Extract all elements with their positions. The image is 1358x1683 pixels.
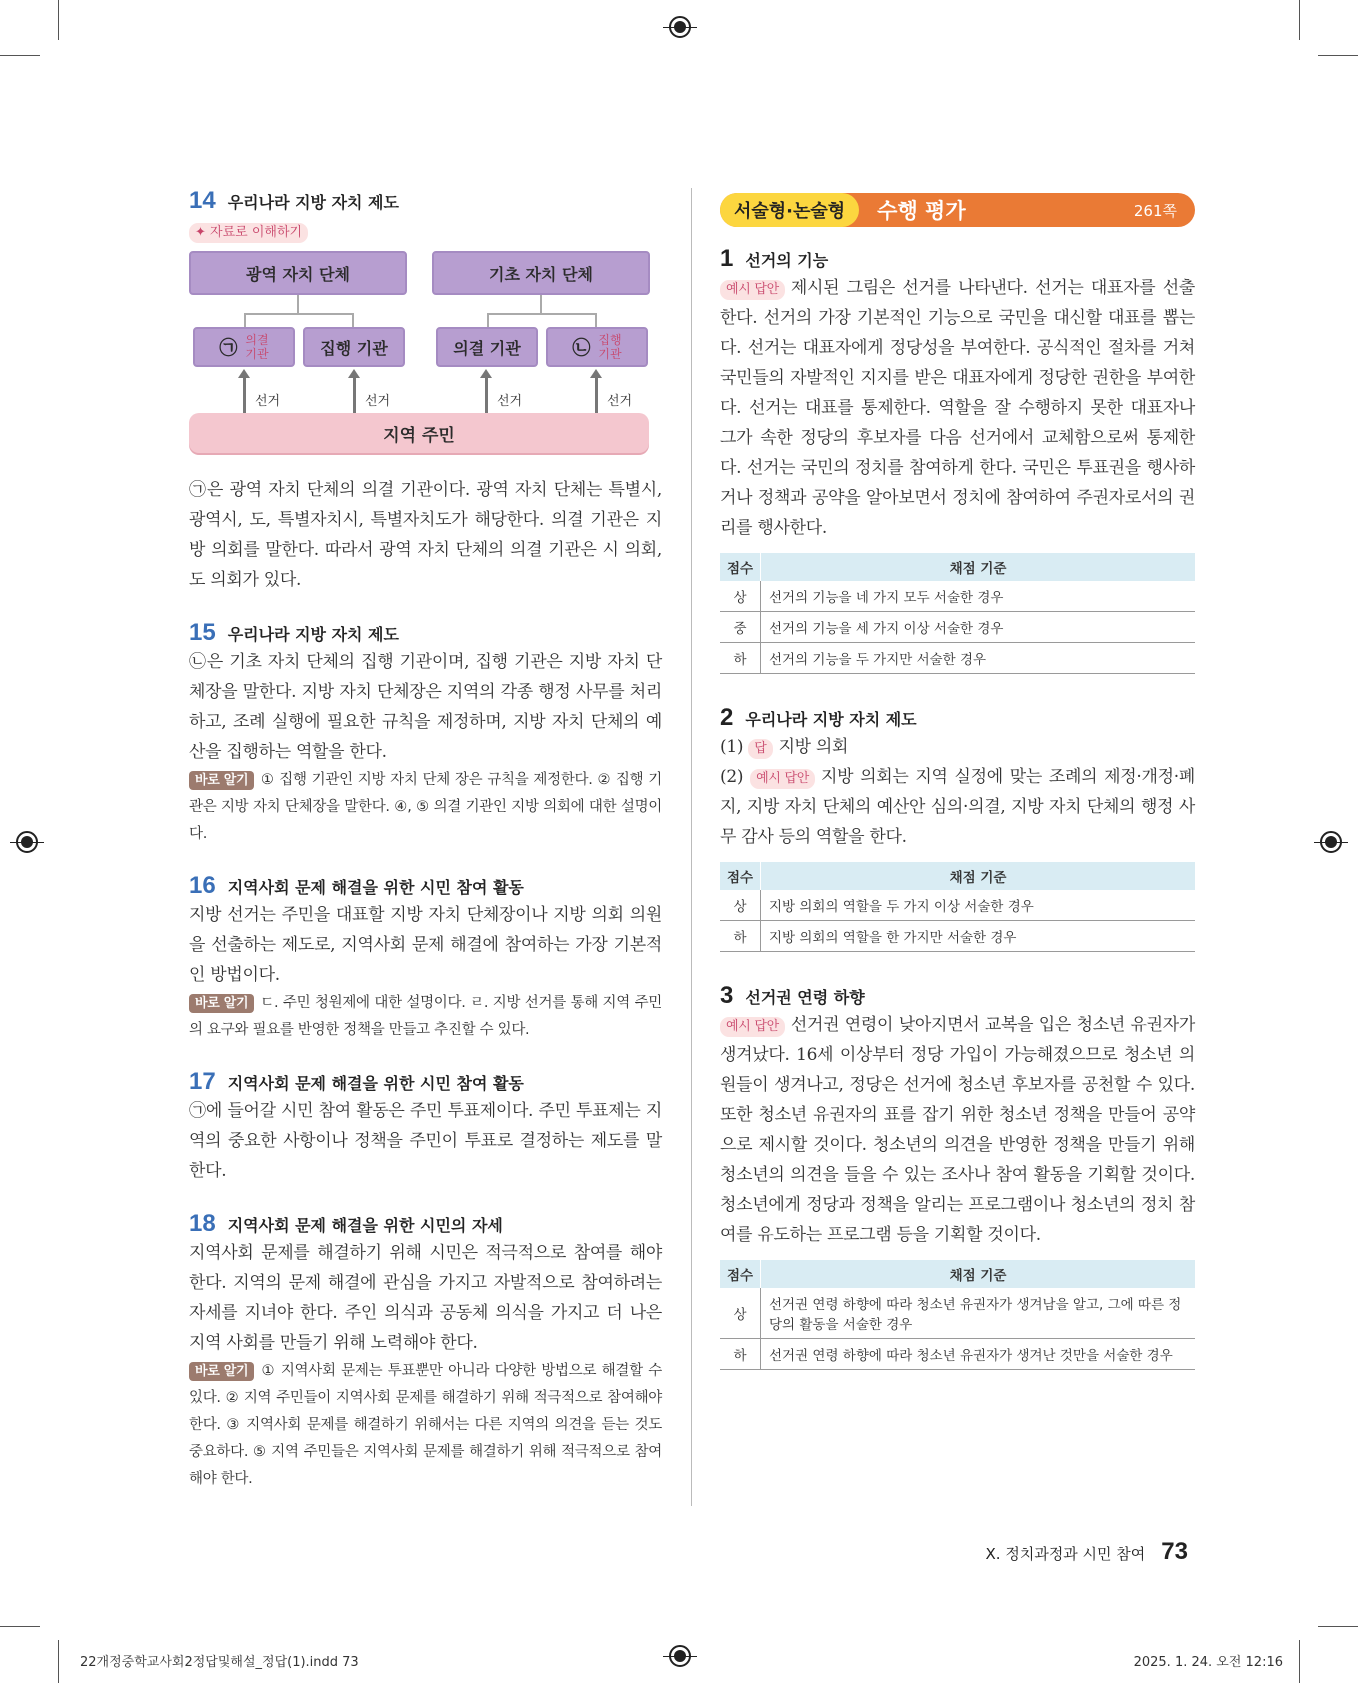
table-row bbox=[720, 921, 1195, 952]
score-level: 중 bbox=[720, 612, 761, 643]
question-number: 15 bbox=[189, 619, 216, 646]
answer-body: 지방 의회 bbox=[778, 737, 849, 757]
crop-mark bbox=[58, 0, 59, 40]
question-title: 우리나라 지방 자치 제도 bbox=[745, 710, 917, 729]
data-tag: ✦ 자료로 이해하기 bbox=[189, 223, 308, 243]
table-row bbox=[720, 1339, 1195, 1370]
question-15 bbox=[189, 619, 662, 848]
registration-mark-icon bbox=[16, 831, 38, 853]
answer-tag: 예시 답안 bbox=[720, 1017, 785, 1037]
registration-mark-icon bbox=[1320, 831, 1342, 853]
diagram-box-council-a bbox=[193, 327, 295, 367]
banner-page-ref: 261쪽 bbox=[1133, 201, 1177, 220]
score-level: 하 bbox=[720, 643, 761, 674]
page-number: 73 bbox=[1161, 1538, 1188, 1565]
page-footer bbox=[986, 1538, 1188, 1566]
crop-mark bbox=[1318, 1626, 1358, 1627]
correction-text: ① 지역사회 문제는 투표뿐만 아니라 다양한 방법으로 해결할 수 있다. ② 지역 주민들이 지역사회 문제를 해결하기 위해 적극적으로 참여해야 한다. ③ 지역사회 문제를 해결하기 위해서는 다른 지역의 의견을 듣는 것도 중요하다. ⑤ 지역 주민들은 지역사회 문제를 해결하기 위해 적극적으로 참여해야 한다. bbox=[189, 1363, 662, 1487]
scoring-table bbox=[720, 1260, 1195, 1370]
question-title: 지역사회 문제 해결을 위한 시민 참여 활동 bbox=[227, 1074, 524, 1093]
score-criteria: 지방 의회의 역할을 두 가지 이상 서술한 경우 bbox=[761, 890, 1196, 921]
up-arrow-icon bbox=[485, 377, 488, 413]
left-column bbox=[189, 187, 662, 1493]
connector bbox=[540, 295, 542, 313]
question-number: 14 bbox=[189, 187, 216, 214]
score-criteria: 선거의 기능을 두 가지만 서술한 경우 bbox=[761, 643, 1196, 674]
up-arrow-icon bbox=[595, 377, 598, 413]
answer-text: 지역사회 문제를 해결하기 위해 시민은 적극적으로 참여를 해야 한다. 지역의 문제 해결에 관심을 가지고 자발적으로 참여하려는 자세를 지녀야 한다. 주인 의식과 공동체 의식을 가지고 더 나은 지역 사회를 만들기 위해 노력해야 한다. bbox=[189, 1243, 662, 1353]
correction-note bbox=[189, 767, 662, 848]
question-17 bbox=[189, 1068, 662, 1186]
right-column bbox=[720, 193, 1195, 1370]
essay-question-3 bbox=[720, 982, 1195, 1370]
question-title: 지역사회 문제 해결을 위한 시민 참여 활동 bbox=[227, 878, 524, 897]
registration-mark-icon bbox=[669, 16, 691, 38]
question-title: 지역사회 문제 해결을 위한 시민의 자세 bbox=[227, 1216, 503, 1235]
essay-question-1 bbox=[720, 245, 1195, 674]
connector bbox=[244, 313, 246, 327]
score-level: 상 bbox=[720, 581, 761, 612]
score-level: 상 bbox=[720, 1288, 761, 1339]
question-number: 3 bbox=[720, 982, 734, 1009]
scoring-table bbox=[720, 553, 1195, 674]
criteria-header: 채점 기준 bbox=[761, 1260, 1196, 1288]
question-number: 18 bbox=[189, 1210, 216, 1237]
correction-text: ① 집행 기관인 지방 자치 단체 장은 규칙을 제정한다. ② 집행 기관은 지방 자치 단체장을 말한다. ④, ⑤ 의결 기관인 지방 의회에 대한 설명이다. bbox=[189, 772, 662, 842]
answer-body: 제시된 그림은 선거를 나타낸다. 선거는 대표자를 선출한다. 선거의 가장 기본적인 기능으로 국민을 대신할 대표를 뽑는다. 선거는 대표자에게 정당성을 부여한다. 공식적인 절차를 거쳐 국민들의 자발적인 지지를 받은 대표자에게 정당한 권한을 부여한다. 선거는 대표를 통제한다. 역할을 잘 수행하지 못한 대표자나 그가 속한 정당의 후보자를 다음 선거에서 교체함으로써 통제한다. 선거는 국민의 정치를 참여하게 한다. 국민은 투표권을 행사하거나 정책과 공약을 알아보면서 정치에 참여하여 주권자로서의 권리를 행사한다. bbox=[720, 278, 1195, 538]
crop-mark bbox=[1318, 55, 1358, 56]
score-level: 하 bbox=[720, 1339, 761, 1370]
question-16 bbox=[189, 872, 662, 1044]
box-label-line: 의결 bbox=[245, 333, 269, 347]
diagram-box-basic: 기초 자치 단체 bbox=[432, 251, 650, 295]
answer-part-2 bbox=[720, 762, 1195, 852]
score-level: 상 bbox=[720, 890, 761, 921]
criteria-header: 채점 기준 bbox=[761, 553, 1196, 581]
crop-mark bbox=[0, 1626, 40, 1627]
essay-question-2 bbox=[720, 704, 1195, 952]
marker-b: ㉡ bbox=[572, 338, 591, 359]
crop-mark bbox=[1299, 1640, 1300, 1683]
score-criteria: 선거의 기능을 세 가지 이상 서술한 경우 bbox=[761, 612, 1196, 643]
correction-note bbox=[189, 990, 662, 1044]
box-label-line: 기관 bbox=[598, 347, 622, 361]
table-row bbox=[720, 612, 1195, 643]
question-title: 우리나라 지방 자치 제도 bbox=[227, 193, 399, 212]
answer-text: ㉡은 기초 자치 단체의 집행 기관이며, 집행 기관은 지방 자치 단체장을 말한다. 지방 자치 단체장은 지역의 각종 행정 사무를 처리하고, 조례 실행에 필요한 규칙을 제정하며, 지방 자치 단체의 예산을 집행하는 역할을 한다. bbox=[189, 652, 662, 762]
table-row bbox=[720, 643, 1195, 674]
slug-date: 2025. 1. 24. 오전 12:16 bbox=[1133, 1655, 1283, 1670]
score-header: 점수 bbox=[720, 862, 761, 890]
answer-text: ㉠은 광역 자치 단체의 의결 기관이다. 광역 자치 단체는 특별시, 광역시, 도, 특별자치시, 특별자치도가 해당한다. 의결 기관은 지방 의회를 말한다. 따라서 광역 자치 단체의 의결 기관은 시 의회, 도 의회가 있다. bbox=[189, 480, 662, 590]
question-title: 선거의 기능 bbox=[745, 251, 829, 270]
question-number: 2 bbox=[720, 704, 734, 731]
answer-tag: 예시 답안 bbox=[750, 769, 815, 789]
answer-text: ㉠에 들어갈 시민 참여 활동은 주민 투표제이다. 주민 투표제는 지역의 중요한 사항이나 정책을 주민이 투표로 결정하는 제도를 말한다. bbox=[189, 1101, 662, 1181]
score-criteria: 선거의 기능을 네 가지 모두 서술한 경우 bbox=[761, 581, 1196, 612]
box-label-line: 집행 bbox=[598, 333, 622, 347]
residents-bar: 지역 주민 bbox=[189, 413, 649, 453]
part-number: (1) bbox=[720, 737, 744, 757]
chapter-label: X. 정치과정과 시민 참여 bbox=[985, 1545, 1146, 1563]
answer-text: 지방 선거는 주민을 대표할 지방 자치 단체장이나 지방 의회 의원을 선출하는 제도로, 지역사회 문제 해결에 참여하는 가장 기본적인 방법이다. bbox=[189, 905, 662, 985]
question-14 bbox=[189, 187, 662, 595]
question-title: 선거권 연령 하향 bbox=[745, 988, 865, 1007]
banner-type: 서술형·논술형 bbox=[720, 193, 859, 227]
answer-body: 선거권 연령이 낮아지면서 교복을 입은 청소년 유권자가 생겨났다. 16세 이상부터 정당 가입이 가능해졌으므로 청소년 의원들이 생겨나고, 정당은 선거에 청소년 후보자를 공천할 수 있다. 또한 청소년 유권자의 표를 잡기 위한 청소년 정책을 만들어 공약으로 제시할 것이다. 청소년의 의견을 반영한 정책을 만들기 위해 청소년의 의견을 들을 수 있는 조사나 참여 활동을 기획할 것이다. 청소년에게 정당과 정책을 알리는 프로그램이나 청소년의 정치 참여를 유도하는 프로그램 등을 기획할 것이다. bbox=[720, 1015, 1195, 1245]
connector bbox=[297, 295, 299, 313]
registration-mark-icon bbox=[669, 1645, 691, 1667]
question-18 bbox=[189, 1210, 662, 1493]
answer-text bbox=[720, 273, 1195, 543]
criteria-header: 채점 기준 bbox=[761, 862, 1196, 890]
score-criteria: 선거권 연령 하향에 따라 청소년 유권자가 생겨난 것만을 서술한 경우 bbox=[761, 1339, 1196, 1370]
answer-tag: 예시 답안 bbox=[720, 280, 785, 300]
answer-part-1 bbox=[720, 732, 1195, 762]
answer-body: 지방 의회는 지역 실정에 맞는 조례의 제정·개정·폐지, 지방 자치 단체의 예산안 심의·의결, 지방 자치 단체의 행정 사무 감사 등의 역할을 한다. bbox=[720, 767, 1195, 847]
score-criteria: 선거권 연령 하향에 따라 청소년 유권자가 생겨남을 알고, 그에 따른 정당의 활동을 서술한 경우 bbox=[761, 1288, 1196, 1339]
diagram-box-wide: 광역 자치 단체 bbox=[189, 251, 407, 295]
election-label: 선거 bbox=[607, 394, 633, 409]
connector bbox=[595, 313, 597, 327]
banner-title: 수행 평가 bbox=[877, 199, 966, 223]
scoring-table bbox=[720, 862, 1195, 952]
crop-mark bbox=[1299, 0, 1300, 40]
question-number: 16 bbox=[189, 872, 216, 899]
marker-a: ㉠ bbox=[219, 338, 238, 359]
table-row bbox=[720, 1288, 1195, 1339]
column-divider bbox=[691, 188, 692, 1506]
table-row bbox=[720, 581, 1195, 612]
section-banner bbox=[720, 193, 1195, 227]
score-header: 점수 bbox=[720, 553, 761, 581]
diagram-box-executive: 집행 기관 bbox=[303, 327, 405, 367]
correction-note bbox=[189, 1358, 662, 1493]
question-title: 우리나라 지방 자치 제도 bbox=[227, 625, 399, 644]
connector bbox=[352, 313, 354, 327]
local-autonomy-diagram bbox=[189, 251, 662, 467]
connector bbox=[487, 313, 489, 327]
crop-mark bbox=[0, 55, 40, 56]
score-header: 점수 bbox=[720, 1260, 761, 1288]
election-label: 선거 bbox=[365, 394, 391, 409]
question-number: 17 bbox=[189, 1068, 216, 1095]
slug-filename: 22개정중학교사회2정답및해설_정답(1).indd 73 bbox=[80, 1655, 359, 1670]
diagram-box-council: 의결 기관 bbox=[436, 327, 538, 367]
diagram-box-executive-b bbox=[546, 327, 648, 367]
up-arrow-icon bbox=[243, 377, 246, 413]
election-label: 선거 bbox=[497, 394, 523, 409]
correction-tag: 바로 알기 bbox=[189, 994, 254, 1013]
question-number: 1 bbox=[720, 245, 734, 272]
election-label: 선거 bbox=[255, 394, 281, 409]
up-arrow-icon bbox=[353, 377, 356, 413]
answer-tag: 답 bbox=[748, 739, 772, 759]
crop-mark bbox=[58, 1640, 59, 1683]
correction-text: ㄷ. 주민 청원제에 대한 설명이다. ㄹ. 지방 선거를 통해 지역 주민의 요구와 필요를 반영한 정책을 만들고 추진할 수 있다. bbox=[189, 995, 662, 1038]
correction-tag: 바로 알기 bbox=[189, 771, 254, 790]
connector bbox=[487, 313, 597, 315]
score-level: 하 bbox=[720, 921, 761, 952]
part-number: (2) bbox=[720, 767, 744, 787]
box-label-line: 기관 bbox=[245, 347, 269, 361]
connector bbox=[244, 313, 354, 315]
table-row bbox=[720, 890, 1195, 921]
correction-tag: 바로 알기 bbox=[189, 1362, 254, 1381]
score-criteria: 지방 의회의 역할을 한 가지만 서술한 경우 bbox=[761, 921, 1196, 952]
answer-text bbox=[720, 1010, 1195, 1250]
